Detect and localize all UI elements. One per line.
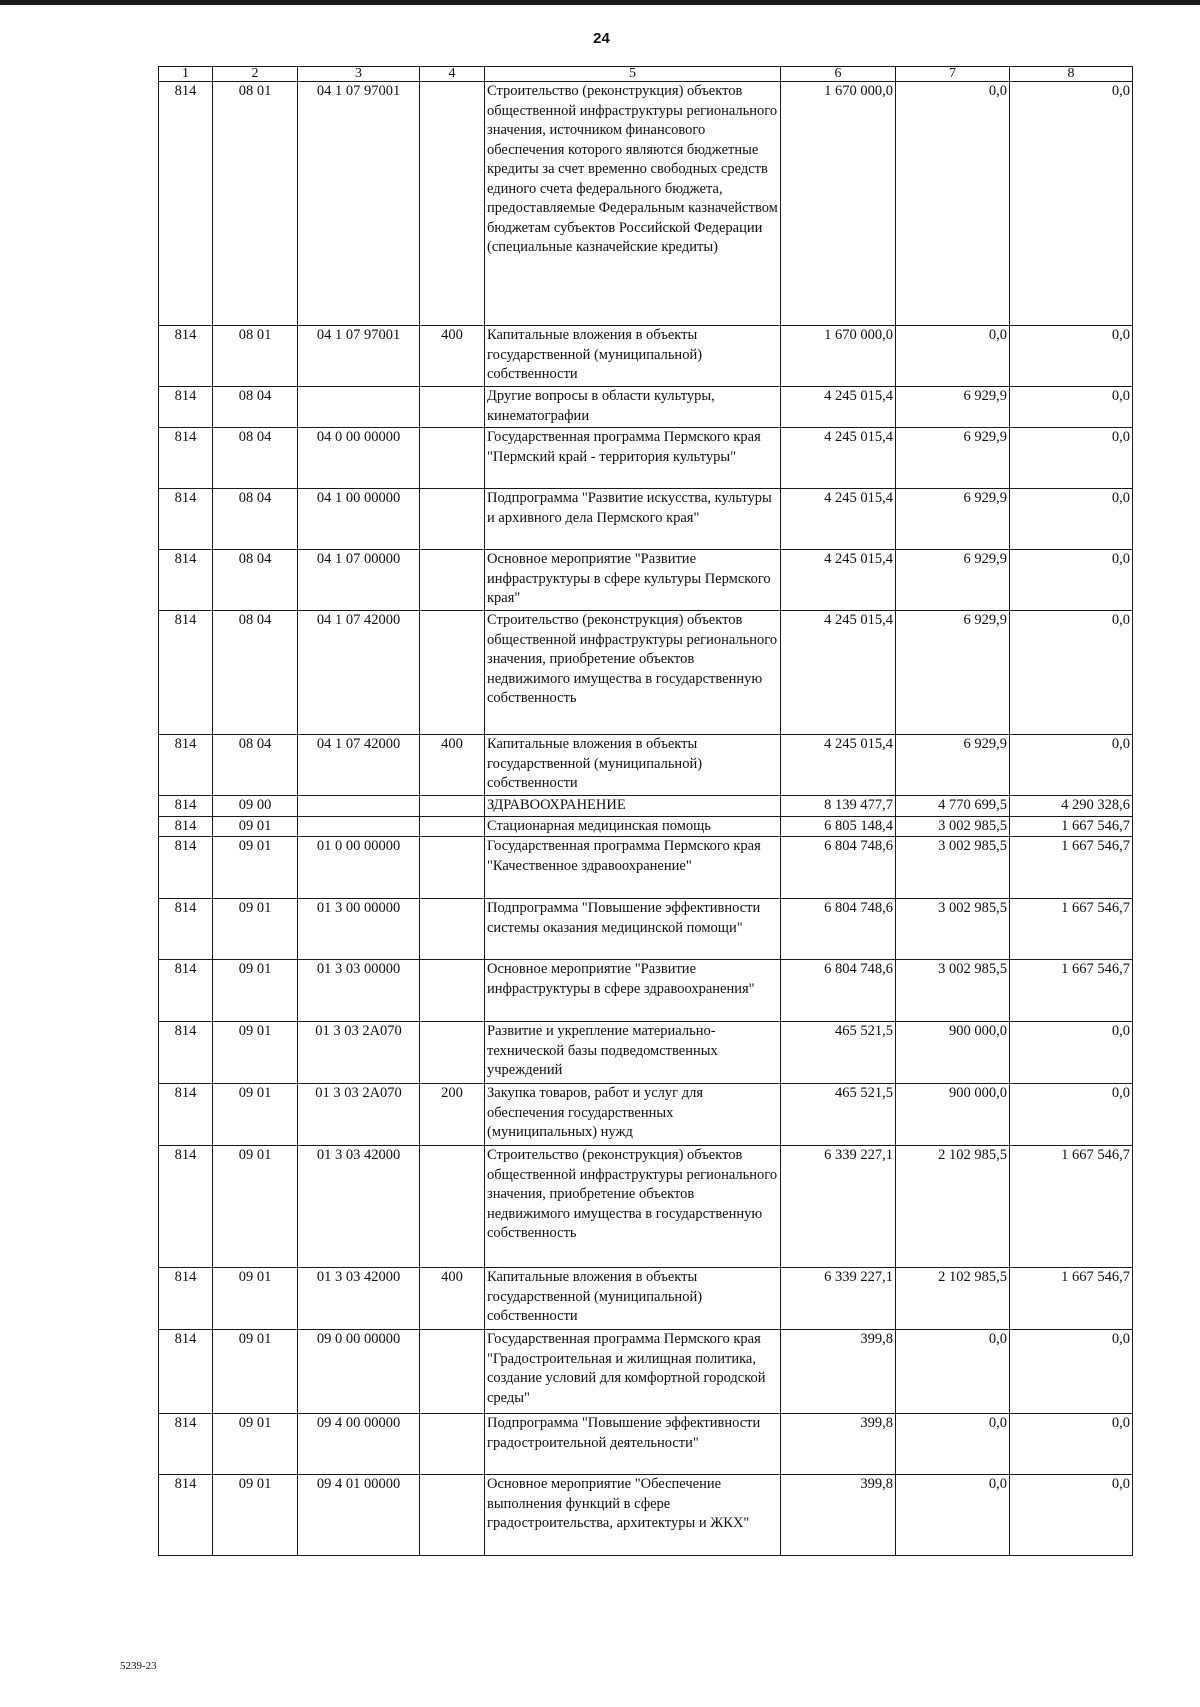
cell-target: 01 3 03 2А070: [298, 1022, 420, 1084]
cell-ministry: 814: [159, 1022, 213, 1084]
col-header: 8: [1010, 67, 1133, 82]
cell-amount-1: 399,8: [781, 1414, 896, 1475]
cell-expense-type: [420, 796, 485, 817]
cell-amount-3: 4 290 328,6: [1010, 796, 1133, 817]
cell-name: Строительство (реконструкция) объектов общественной инфраструктуры регионального значения, источником финансового обеспечения которого являются бюджетные кредиты за счет временно свободных средств единого счета федерального бюджета, предоставляемые Федеральным казначейством бюджетам субъектов Российской Федерации (специальные казначейские кредиты): [485, 82, 781, 326]
cell-amount-2: 900 000,0: [896, 1022, 1010, 1084]
cell-target: 04 1 07 00000: [298, 550, 420, 611]
cell-ministry: 814: [159, 796, 213, 817]
cell-amount-3: 0,0: [1010, 1475, 1133, 1556]
cell-section: 09 01: [213, 1475, 298, 1556]
cell-section: 09 01: [213, 816, 298, 837]
cell-amount-3: 0,0: [1010, 1414, 1133, 1475]
cell-amount-1: 6 805 148,4: [781, 816, 896, 837]
table-row: [159, 796, 1133, 817]
cell-section: 09 01: [213, 1268, 298, 1330]
table-row: [159, 387, 1133, 428]
cell-target: 01 3 03 42000: [298, 1146, 420, 1268]
table-row: [159, 326, 1133, 387]
cell-amount-3: 1 667 546,7: [1010, 899, 1133, 960]
cell-ministry: 814: [159, 1084, 213, 1146]
cell-expense-type: [420, 489, 485, 550]
cell-amount-3: 0,0: [1010, 1330, 1133, 1414]
cell-expense-type: 400: [420, 1268, 485, 1330]
cell-ministry: 814: [159, 837, 213, 899]
cell-section: 08 04: [213, 489, 298, 550]
cell-amount-2: 4 770 699,5: [896, 796, 1010, 817]
cell-ministry: 814: [159, 1330, 213, 1414]
cell-amount-1: 4 245 015,4: [781, 550, 896, 611]
cell-name: Подпрограмма "Развитие искусства, культуры и архивного дела Пермского края": [485, 489, 781, 550]
cell-section: 09 00: [213, 796, 298, 817]
cell-section: 08 04: [213, 611, 298, 735]
table-row: [159, 899, 1133, 960]
cell-amount-1: 6 804 748,6: [781, 960, 896, 1022]
cell-amount-1: 4 245 015,4: [781, 428, 896, 489]
cell-amount-3: 0,0: [1010, 735, 1133, 796]
cell-section: 08 01: [213, 326, 298, 387]
cell-ministry: 814: [159, 816, 213, 837]
cell-name: Капитальные вложения в объекты государственной (муниципальной) собственности: [485, 326, 781, 387]
table-row: [159, 82, 1133, 326]
cell-expense-type: [420, 387, 485, 428]
cell-expense-type: [420, 1330, 485, 1414]
cell-name: Другие вопросы в области культуры, кинематографии: [485, 387, 781, 428]
table-row: [159, 1414, 1133, 1475]
cell-amount-1: 399,8: [781, 1475, 896, 1556]
cell-amount-2: 6 929,9: [896, 387, 1010, 428]
table-row: [159, 960, 1133, 1022]
cell-expense-type: [420, 1414, 485, 1475]
cell-amount-1: 6 804 748,6: [781, 899, 896, 960]
table-row: [159, 489, 1133, 550]
cell-amount-3: 0,0: [1010, 611, 1133, 735]
cell-amount-2: 3 002 985,5: [896, 837, 1010, 899]
cell-amount-3: 0,0: [1010, 326, 1133, 387]
cell-amount-3: 1 667 546,7: [1010, 1146, 1133, 1268]
cell-expense-type: [420, 837, 485, 899]
table-header: [159, 67, 1133, 82]
cell-section: 09 01: [213, 837, 298, 899]
cell-amount-1: 399,8: [781, 1330, 896, 1414]
cell-amount-2: 900 000,0: [896, 1084, 1010, 1146]
cell-target: [298, 796, 420, 817]
cell-expense-type: [420, 899, 485, 960]
cell-target: 09 0 00 00000: [298, 1330, 420, 1414]
cell-target: 04 1 07 42000: [298, 735, 420, 796]
cell-name: Основное мероприятие "Развитие инфраструктуры в сфере здравоохранения": [485, 960, 781, 1022]
cell-name: Капитальные вложения в объекты государственной (муниципальной) собственности: [485, 735, 781, 796]
scan-top-edge: [0, 0, 1200, 5]
col-header: 2: [213, 67, 298, 82]
cell-amount-3: 1 667 546,7: [1010, 1268, 1133, 1330]
table-row: [159, 550, 1133, 611]
cell-amount-2: 3 002 985,5: [896, 816, 1010, 837]
cell-target: 01 3 00 00000: [298, 899, 420, 960]
cell-name: Развитие и укрепление материально-технической базы подведомственных учреждений: [485, 1022, 781, 1084]
cell-ministry: 814: [159, 899, 213, 960]
cell-amount-2: 6 929,9: [896, 611, 1010, 735]
cell-section: 08 04: [213, 387, 298, 428]
cell-target: 01 3 03 42000: [298, 1268, 420, 1330]
cell-target: 04 1 07 42000: [298, 611, 420, 735]
cell-amount-2: 6 929,9: [896, 489, 1010, 550]
cell-section: 08 04: [213, 428, 298, 489]
cell-amount-2: 0,0: [896, 82, 1010, 326]
cell-amount-1: 465 521,5: [781, 1084, 896, 1146]
cell-name: Основное мероприятие "Обеспечение выполнения функций в сфере градостроительства, архитектуры и ЖКХ": [485, 1475, 781, 1556]
cell-target: 01 0 00 00000: [298, 837, 420, 899]
cell-amount-3: 0,0: [1010, 82, 1133, 326]
cell-amount-1: 4 245 015,4: [781, 489, 896, 550]
cell-ministry: 814: [159, 326, 213, 387]
cell-amount-1: 1 670 000,0: [781, 326, 896, 387]
cell-name: Основное мероприятие "Развитие инфраструктуры в сфере культуры Пермского края": [485, 550, 781, 611]
table-row: [159, 735, 1133, 796]
table-row: [159, 1022, 1133, 1084]
cell-expense-type: [420, 816, 485, 837]
cell-ministry: 814: [159, 387, 213, 428]
cell-name: Закупка товаров, работ и услуг для обеспечения государственных (муниципальных) нужд: [485, 1084, 781, 1146]
col-header: 1: [159, 67, 213, 82]
header-row: [159, 67, 1133, 82]
cell-name: Государственная программа Пермского края "Пермский край - территория культуры": [485, 428, 781, 489]
cell-expense-type: [420, 1022, 485, 1084]
cell-amount-3: 1 667 546,7: [1010, 816, 1133, 837]
cell-ministry: 814: [159, 428, 213, 489]
cell-expense-type: 400: [420, 326, 485, 387]
cell-target: 01 3 03 2А070: [298, 1084, 420, 1146]
cell-amount-1: 4 245 015,4: [781, 387, 896, 428]
cell-name: Государственная программа Пермского края "Градостроительная и жилищная политика, создание условий для комфортной городской среды": [485, 1330, 781, 1414]
cell-amount-2: 6 929,9: [896, 550, 1010, 611]
cell-target: 04 0 00 00000: [298, 428, 420, 489]
table-row: [159, 428, 1133, 489]
col-header: 7: [896, 67, 1010, 82]
budget-table: [158, 66, 1133, 1556]
cell-amount-1: 4 245 015,4: [781, 611, 896, 735]
cell-section: 09 01: [213, 960, 298, 1022]
cell-name: Подпрограмма "Повышение эффективности системы оказания медицинской помощи": [485, 899, 781, 960]
table-row: [159, 611, 1133, 735]
cell-target: 09 4 00 00000: [298, 1414, 420, 1475]
cell-target: 01 3 03 00000: [298, 960, 420, 1022]
cell-section: 08 04: [213, 735, 298, 796]
cell-amount-1: 4 245 015,4: [781, 735, 896, 796]
document-code: 5239-23: [120, 1660, 157, 1672]
cell-section: 08 01: [213, 82, 298, 326]
cell-amount-3: 0,0: [1010, 1022, 1133, 1084]
cell-amount-2: 6 929,9: [896, 428, 1010, 489]
cell-target: 04 1 07 97001: [298, 326, 420, 387]
cell-amount-3: 1 667 546,7: [1010, 960, 1133, 1022]
cell-name: Стационарная медицинская помощь: [485, 816, 781, 837]
cell-expense-type: [420, 550, 485, 611]
cell-ministry: 814: [159, 735, 213, 796]
cell-amount-3: 0,0: [1010, 387, 1133, 428]
cell-name: Капитальные вложения в объекты государственной (муниципальной) собственности: [485, 1268, 781, 1330]
cell-expense-type: 200: [420, 1084, 485, 1146]
table-row: [159, 1475, 1133, 1556]
cell-target: [298, 816, 420, 837]
cell-ministry: 814: [159, 611, 213, 735]
table-row: [159, 837, 1133, 899]
cell-amount-3: 0,0: [1010, 489, 1133, 550]
cell-ministry: 814: [159, 82, 213, 326]
cell-section: 09 01: [213, 1084, 298, 1146]
cell-amount-2: 0,0: [896, 1330, 1010, 1414]
cell-ministry: 814: [159, 960, 213, 1022]
cell-amount-3: 0,0: [1010, 428, 1133, 489]
cell-expense-type: [420, 611, 485, 735]
col-header: 6: [781, 67, 896, 82]
cell-expense-type: [420, 960, 485, 1022]
cell-expense-type: [420, 82, 485, 326]
cell-ministry: 814: [159, 1146, 213, 1268]
cell-amount-3: 0,0: [1010, 550, 1133, 611]
cell-target: [298, 387, 420, 428]
col-header: 5: [485, 67, 781, 82]
cell-name: Государственная программа Пермского края "Качественное здравоохранение": [485, 837, 781, 899]
cell-amount-1: 8 139 477,7: [781, 796, 896, 817]
table-row: [159, 816, 1133, 837]
cell-expense-type: 400: [420, 735, 485, 796]
cell-name: Подпрограмма "Повышение эффективности градостроительной деятельности": [485, 1414, 781, 1475]
cell-amount-3: 1 667 546,7: [1010, 837, 1133, 899]
cell-amount-1: 465 521,5: [781, 1022, 896, 1084]
cell-amount-1: 6 339 227,1: [781, 1268, 896, 1330]
table-row: [159, 1084, 1133, 1146]
cell-amount-2: 0,0: [896, 1414, 1010, 1475]
cell-amount-2: 0,0: [896, 326, 1010, 387]
cell-name: Строительство (реконструкция) объектов общественной инфраструктуры регионального значения, приобретение объектов недвижимого имущества в государственную собственность: [485, 611, 781, 735]
cell-ministry: 814: [159, 550, 213, 611]
cell-expense-type: [420, 1146, 485, 1268]
col-header: 3: [298, 67, 420, 82]
cell-amount-2: 2 102 985,5: [896, 1268, 1010, 1330]
cell-target: 09 4 01 00000: [298, 1475, 420, 1556]
table-body: [159, 82, 1133, 1556]
cell-amount-2: 2 102 985,5: [896, 1146, 1010, 1268]
table-row: [159, 1330, 1133, 1414]
cell-section: 08 04: [213, 550, 298, 611]
cell-name: Строительство (реконструкция) объектов общественной инфраструктуры регионального значения, приобретение объектов недвижимого имущества в государственную собственность: [485, 1146, 781, 1268]
cell-section: 09 01: [213, 1022, 298, 1084]
cell-ministry: 814: [159, 1475, 213, 1556]
table-row: [159, 1146, 1133, 1268]
cell-amount-2: 3 002 985,5: [896, 899, 1010, 960]
cell-expense-type: [420, 1475, 485, 1556]
cell-target: 04 1 00 00000: [298, 489, 420, 550]
cell-section: 09 01: [213, 899, 298, 960]
cell-ministry: 814: [159, 489, 213, 550]
cell-ministry: 814: [159, 1268, 213, 1330]
page-number: 24: [593, 30, 610, 47]
cell-name: ЗДРАВООХРАНЕНИЕ: [485, 796, 781, 817]
cell-amount-1: 6 339 227,1: [781, 1146, 896, 1268]
cell-section: 09 01: [213, 1330, 298, 1414]
cell-amount-3: 0,0: [1010, 1084, 1133, 1146]
cell-amount-1: 6 804 748,6: [781, 837, 896, 899]
cell-ministry: 814: [159, 1414, 213, 1475]
cell-target: 04 1 07 97001: [298, 82, 420, 326]
cell-section: 09 01: [213, 1146, 298, 1268]
cell-amount-1: 1 670 000,0: [781, 82, 896, 326]
cell-section: 09 01: [213, 1414, 298, 1475]
cell-expense-type: [420, 428, 485, 489]
cell-amount-2: 6 929,9: [896, 735, 1010, 796]
cell-amount-2: 3 002 985,5: [896, 960, 1010, 1022]
col-header: 4: [420, 67, 485, 82]
cell-amount-2: 0,0: [896, 1475, 1010, 1556]
table-row: [159, 1268, 1133, 1330]
